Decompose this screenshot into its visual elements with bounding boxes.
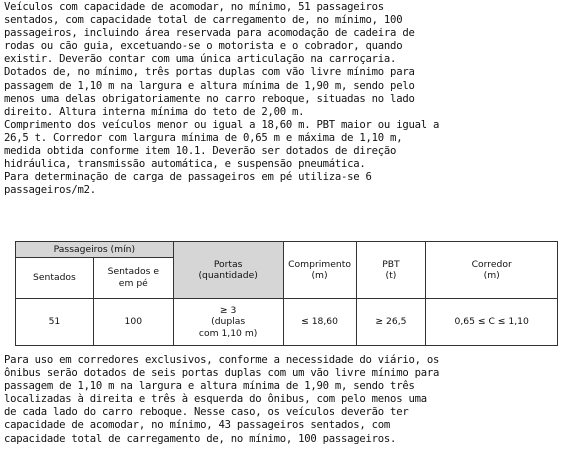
pbt-value: ≥ 26,5 bbox=[356, 299, 426, 346]
table-header-row-1 bbox=[16, 242, 558, 258]
aisle-value: 0,65 ≤ C ≤ 1,10 bbox=[426, 299, 558, 346]
length-value: ≤ 18,60 bbox=[283, 299, 356, 346]
aisle-header: Corredor (m) bbox=[426, 242, 558, 299]
seated-standing-header: Sentados e em pé bbox=[93, 257, 173, 298]
vehicle-requirements-paragraph: Veículos com capacidade de acomodar, no mínimo, 51 passageiros sentados, com capacidade total de carregamento de, no mínimo, 100 passageiros, incluindo área reservada para acomodação de cadeira de rodas ou cão guia, excetuando-se o motorista e o cobrador, quando existir. Deverão contar com uma única articulação na carroçaria. Dotados de, no mínimo, três portas duplas com vão livre mínimo para passagem de 1,10 m na largura e altura mínima de 1,90 m, sendo pelo menos uma delas obrigatoriamente no carro reboque, situadas no lado direito. Altura interna mínima do teto de 2,00 m. Comprimento dos veículos menor ou igual a 18,60 m. PBT maior ou igual a 26,5 t. Corredor com largura mínima de 0,65 m e máxima de 1,10 m, medida obtida conforme item 10.1. Deverão ser dotados de direção hidráulica, transmissão automática, e suspensão pneumática. Para determinação de carga de passageiros em pé utiliza-se 6 passageiros/m2. bbox=[4, 1, 440, 197]
doors-value: ≥ 3 (duplas com 1,10 m) bbox=[173, 299, 283, 346]
seated-value: 51 bbox=[16, 299, 94, 346]
pbt-header: PBT (t) bbox=[356, 242, 426, 299]
doors-header: Portas (quantidade) bbox=[173, 242, 283, 299]
exclusive-lanes-paragraph: Para uso em corredores exclusivos, conforme a necessidade do viário, os ônibus serão dotados de seis portas duplas com um vão livre mínimo para passagem de 1,10 m na largura e altura mínima de 1,90 m, sendo três localizadas à direita e três à esquerda do ônibus, com pelo menos uma de cada lado do carro reboque. Nesse caso, os veículos deverão ter capacidade de acomodar, no mínimo, 43 passageiros sentados, com capacidade total de carregamento de, no mínimo, 100 passageiros. bbox=[4, 354, 440, 445]
passengers-min-header: Passageiros (mín) bbox=[16, 242, 174, 258]
vehicle-spec-table bbox=[15, 241, 558, 346]
seated-standing-value: 100 bbox=[93, 299, 173, 346]
length-header: Comprimento (m) bbox=[283, 242, 356, 299]
seated-header: Sentados bbox=[16, 257, 94, 298]
table-row bbox=[16, 299, 558, 346]
